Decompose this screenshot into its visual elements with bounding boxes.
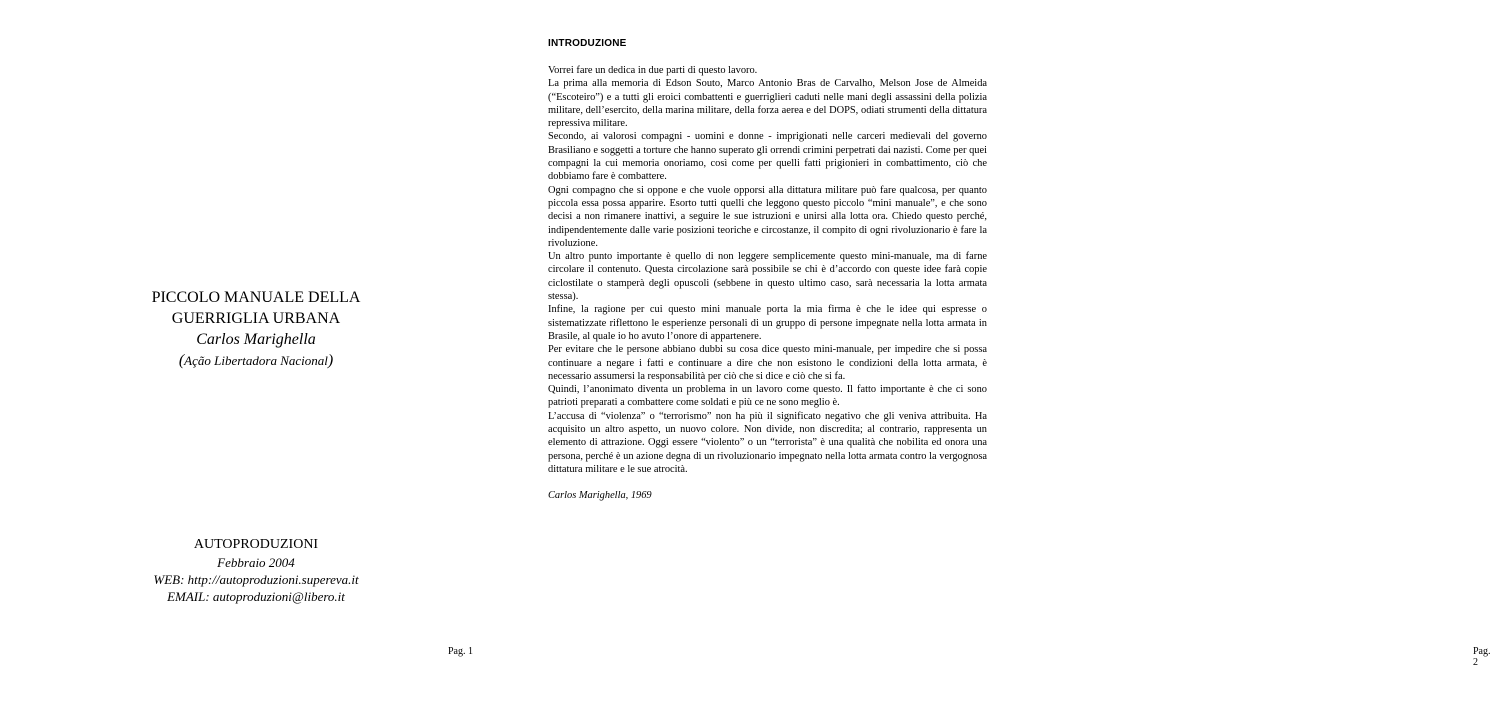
book-title-line-1: PICCOLO MANUALE DELLA bbox=[151, 289, 361, 306]
page-number-right: Pag. 2 bbox=[1473, 646, 1491, 668]
publisher-website: WEB: http://autoproduzioni.supereva.it bbox=[153, 572, 359, 587]
org-close-paren: ) bbox=[327, 352, 334, 369]
publisher-block bbox=[0, 535, 512, 605]
org-open-paren: ( bbox=[178, 352, 185, 369]
intro-paragraph: Ogni compagno che si oppone e che vuole opporsi alla dittatura militare può fare qualcosa, per quanto piccola essa possa apparire. Esorto tutti quelli che leggono questo piccolo “mini manuale”, e che sono decisi a non rimanere inattivi, a seguire le sue istruzioni e unirsi alla lotta ora. Chiedo questo perché, indipendentemente dalle varie posizioni teoriche e circostanze, il compito di ogni rivoluzionario è fare la rivoluzione. bbox=[548, 184, 987, 249]
intro-paragraph: Infine, la ragione per cui questo mini manuale porta la mia firma è che le idee qui espresse o sistematizzate riflettono le esperienze personali di un gruppo di persone impegnate nella lotta armata in Brasile, al quale io ho avuto l’onore di appartenere. bbox=[548, 304, 987, 342]
publisher-name: AUTOPRODUZIONI bbox=[193, 537, 319, 552]
author-organization bbox=[0, 350, 512, 371]
publisher-email: EMAIL: autoproduzioni@libero.it bbox=[167, 589, 345, 604]
intro-body bbox=[548, 64, 987, 476]
intro-paragraph: Quindi, l’anonimato diventa un problema in un lavoro come questo. Il fatto importante è che ci sono patrioti preparati a combattere come soldati e più ce ne sono meglio è. bbox=[548, 384, 987, 409]
intro-paragraph: Un altro punto importante è quello di non leggere semplicemente questo mini-manuale, ma di farne circolare il contenuto. Questa circolazione sarà possibile se chi è d’accordo con queste idee farà copie ciclostilate o stamperà degli opuscoli (sebbene in questo ultimo caso, sarà necessaria la lotta armata stessa). bbox=[548, 251, 987, 303]
book-title-line-2: GUERRIGLIA URBANA bbox=[171, 310, 341, 327]
org-name: Ação Libertadora Nacional bbox=[184, 353, 328, 368]
book-author: Carlos Marighella bbox=[196, 331, 316, 348]
intro-heading: INTRODUZIONE bbox=[548, 38, 627, 49]
right-page bbox=[512, 0, 1491, 724]
intro-signature: Carlos Marighella, 1969 bbox=[548, 490, 652, 501]
intro-paragraph: Vorrei fare un dedica in due parti di questo lavoro. bbox=[548, 65, 758, 76]
intro-paragraph: Secondo, ai valorosi compagni - uomini e donne - imprigionati nelle carceri medievali del governo Brasiliano e soggetti a torture che hanno superato gli orrendi crimini perpetrati dai nazisti. Come per quei compagni la cui memoria onoriamo, così come per quelli fatti prigionieri in combattimento, ciò che dobbiamo fare è combattere. bbox=[548, 131, 987, 183]
page-number-left: Pag. 1 bbox=[448, 646, 473, 657]
intro-paragraph: La prima alla memoria di Edson Souto, Marco Antonio Bras de Carvalho, Melson Jose de Almeida (“Escoteiro”) e a tutti gli eroici combattenti e guerriglieri caduti nelle mani degli assassini della polizia militare, dell’esercito, della marina militare, della forza aerea e del DOPS, odiati strumenti della dittatura repressiva militare. bbox=[548, 78, 987, 130]
intro-paragraph: Per evitare che le persone abbiano dubbi su cosa dice questo mini-manuale, per impedire che si possa continuare a negare i fatti e continuare a dire che non esistono le condizioni della lotta armata, è necessario assumersi la responsabilità per ciò che si dice e ciò che si fa. bbox=[548, 344, 987, 382]
publication-date: Febbraio 2004 bbox=[217, 555, 295, 570]
intro-paragraph: L’accusa di “violenza” o “terrorismo” non ha più il significato negativo che gli veniva attribuita. Ha acquisito un altro aspetto, un nuovo colore. Non divide, non discredita; al contrario, rappresenta un elemento di attrazione. Oggi essere “violento” o un “terrorista” è una qualità che nobilita ed onora una persona, perché è un azione degna di un rivoluzionario impegnato nella lotta armata contro la vergognosa dittatura militare e le sue atrocità. bbox=[548, 410, 987, 475]
cover-title-block bbox=[0, 287, 512, 371]
left-page bbox=[0, 0, 512, 724]
